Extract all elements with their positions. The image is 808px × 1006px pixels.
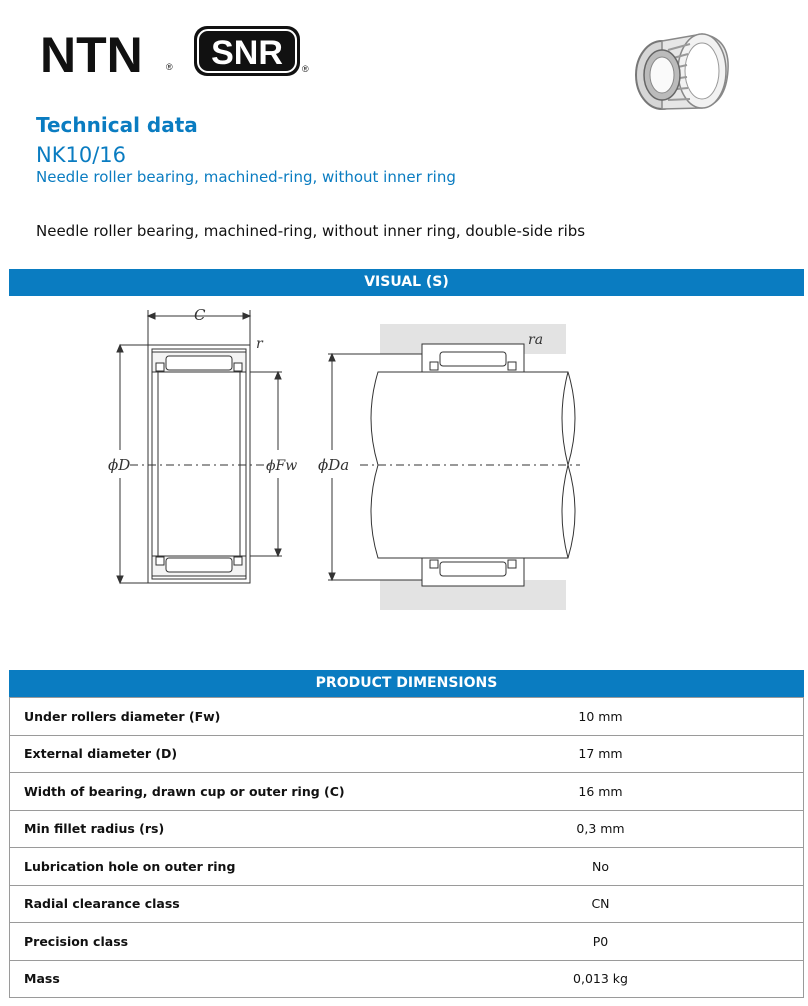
width-label: C (194, 306, 206, 324)
table-row (10, 698, 804, 736)
dimension-label: Min fillet radius (rs) (10, 810, 405, 848)
table-row (10, 848, 804, 886)
product-reference: NK10/16 (36, 143, 126, 167)
dimension-value: 16 mm (404, 773, 804, 811)
snr-logo-text: SNR (211, 34, 283, 72)
table-row (10, 773, 804, 811)
bearing-photo (620, 20, 740, 120)
dimension-value: 10 mm (404, 698, 804, 736)
dimension-label: Width of bearing, drawn cup or outer ring (C) (10, 773, 405, 811)
table-row (10, 923, 804, 961)
dimension-value: CN (404, 885, 804, 923)
dimensions-table (9, 697, 804, 998)
table-row (10, 885, 804, 923)
housing-diameter-label: ϕDa (318, 456, 350, 474)
dimension-label: Under rollers diameter (Fw) (10, 698, 405, 736)
roller-diameter-label: ϕFw (266, 458, 298, 474)
dimensions-section-header: PRODUCT DIMENSIONS (9, 670, 804, 697)
brand-logos (38, 22, 318, 82)
ntn-logo-text: NTN (40, 27, 143, 82)
ntn-snr-logo (38, 22, 318, 82)
dimension-value: P0 (404, 923, 804, 961)
dimension-label: External diameter (D) (10, 735, 405, 773)
dimension-value: 17 mm (404, 735, 804, 773)
dimension-value: 0,013 kg (404, 960, 804, 998)
dimension-label: Precision class (10, 923, 405, 961)
section-title: Technical data (36, 113, 198, 137)
product-subtitle: Needle roller bearing, machined-ring, without inner ring (36, 168, 456, 186)
outer-diameter-label: ϕD (108, 456, 131, 474)
table-row (10, 960, 804, 998)
dimension-label: Lubrication hole on outer ring (10, 848, 405, 886)
dimension-value: 0,3 mm (404, 810, 804, 848)
dimension-label: Mass (10, 960, 405, 998)
technical-drawing (100, 300, 600, 620)
product-description: Needle roller bearing, machined-ring, without inner ring, double-side ribs (36, 222, 586, 240)
housing-fillet-label: ra (528, 332, 544, 348)
table-row (10, 810, 804, 848)
dimension-value: No (404, 848, 804, 886)
fillet-label: r (256, 336, 263, 352)
visual-section-header: VISUAL (S) (9, 269, 804, 296)
dimension-label: Radial clearance class (10, 885, 405, 923)
title-block (36, 112, 736, 186)
svg-text:®: ® (302, 64, 309, 74)
svg-text:®: ® (166, 62, 173, 72)
table-row (10, 735, 804, 773)
